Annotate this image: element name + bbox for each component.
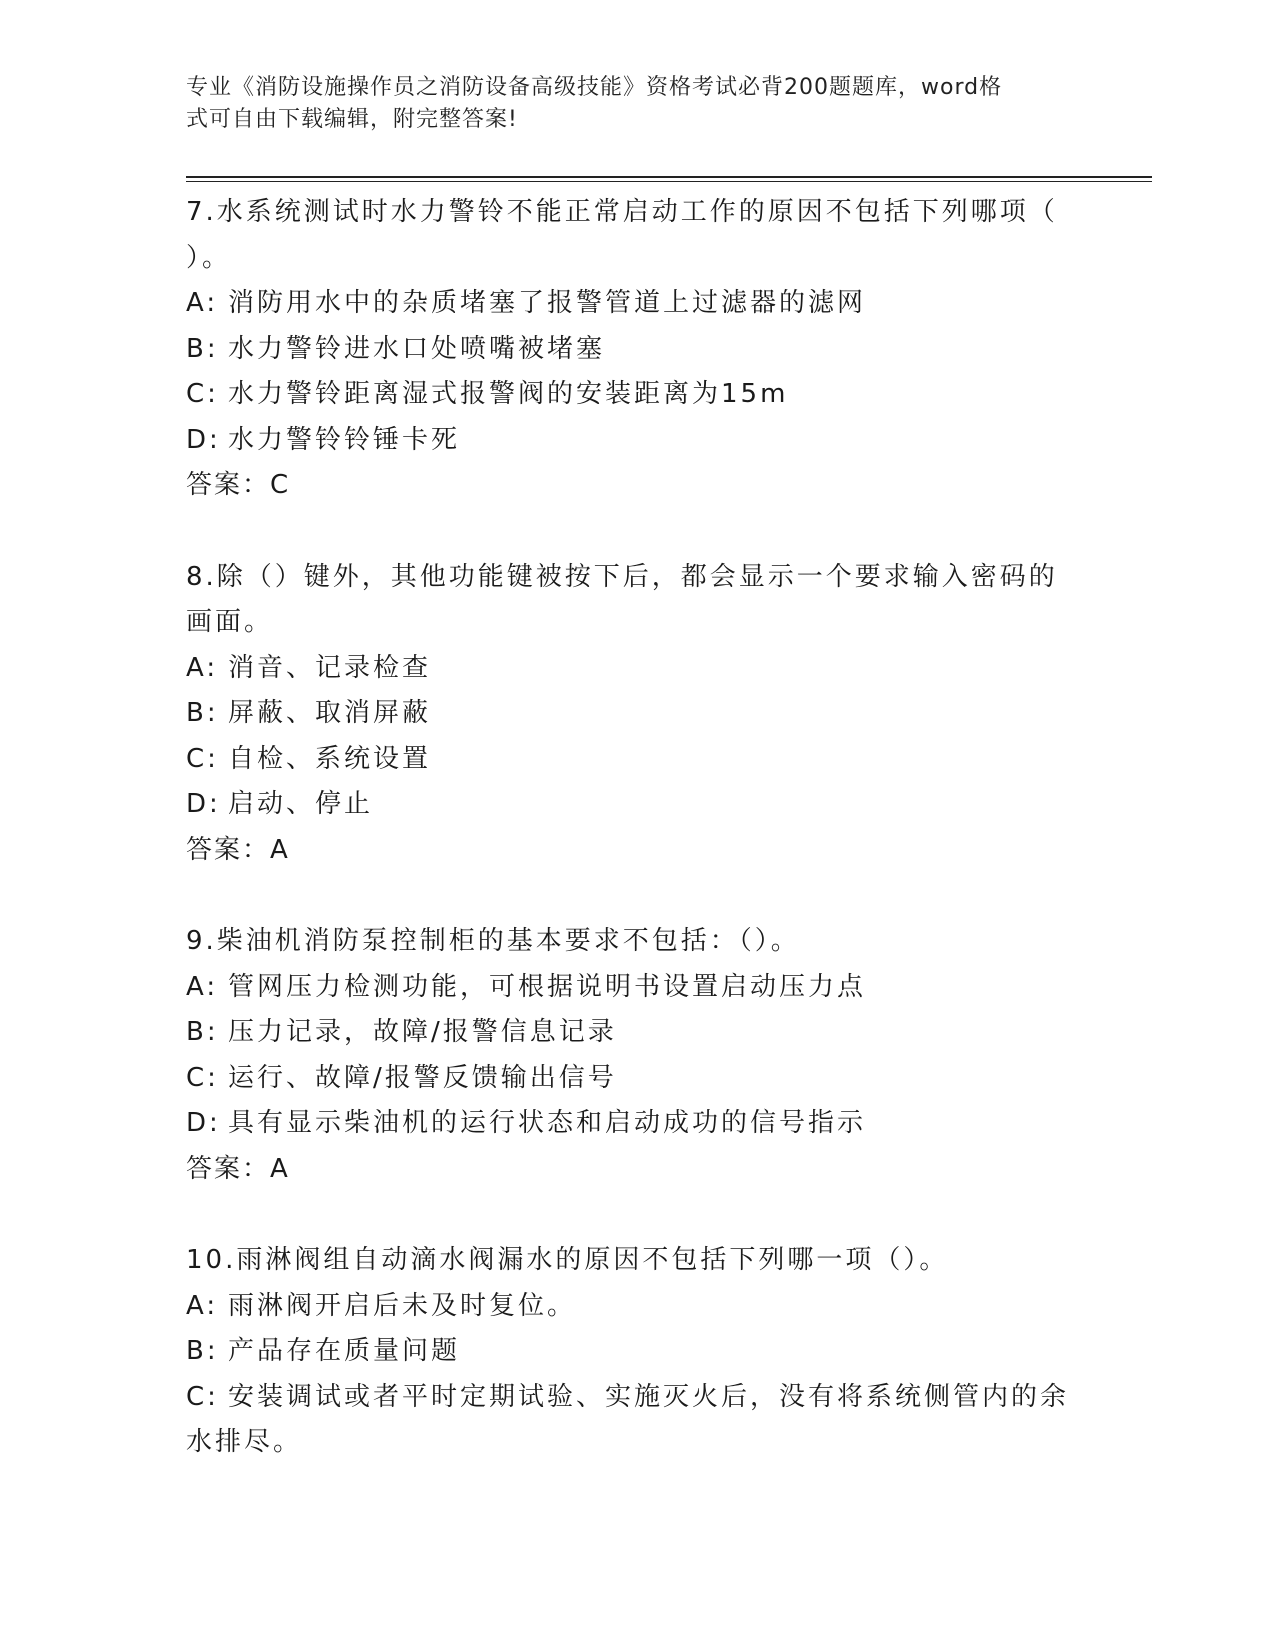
- question-text: 7.水系统测试时水力警铃不能正常启动工作的原因不包括下列哪项（: [186, 197, 1058, 227]
- question-text: 8.除（）键外，其他功能键被按下后，都会显示一个要求输入密码的: [186, 561, 1058, 592]
- question-10: [186, 1238, 1086, 1466]
- option-letter: B:: [186, 698, 219, 728]
- option-d: [186, 1101, 1086, 1147]
- option-letter: A:: [186, 1290, 219, 1321]
- question-8: [186, 555, 1086, 874]
- option-letter: A:: [186, 288, 219, 318]
- option-letter: C:: [186, 1381, 219, 1412]
- answer-text: 答案：C: [186, 470, 291, 500]
- option-text: 自检、系统设置: [228, 743, 432, 774]
- option-text: 管网压力检测功能，可根据说明书设置启动压力点: [228, 971, 867, 1002]
- option-c: [186, 1375, 1086, 1421]
- option-letter: B:: [186, 333, 219, 364]
- option-a: [186, 965, 1086, 1011]
- option-letter: D:: [186, 789, 221, 819]
- document-header: [186, 72, 1086, 136]
- option-text: 消防用水中的杂质堵塞了报警管道上过滤器的滤网: [228, 288, 867, 318]
- option-a: [186, 281, 1086, 327]
- option-letter: B:: [186, 1336, 219, 1366]
- option-letter: B:: [186, 1017, 219, 1047]
- header-divider-thick: [186, 176, 1152, 178]
- option-d: [186, 782, 1086, 828]
- option-a: [186, 1284, 1086, 1330]
- header-line-1: 专业《消防设施操作员之消防设备高级技能》资格考试必背200题题库，word格: [186, 75, 1003, 100]
- question-text: 9.柴油机消防泵控制柜的基本要求不包括：（）。: [186, 926, 800, 956]
- option-d: [186, 418, 1086, 464]
- question-text-cont: 画面。: [186, 607, 274, 637]
- option-text: 运行、故障/报警反馈输出信号: [228, 1062, 617, 1093]
- option-text: 水力警铃距离湿式报警阀的安装距离为15m: [228, 379, 789, 409]
- option-text: 安装调试或者平时定期试验、实施灭火后，没有将系统侧管内的余: [228, 1381, 1070, 1412]
- header-line-2: 式可自由下载编辑，附完整答案!: [186, 107, 518, 132]
- option-text-cont: 水排尽。: [186, 1427, 303, 1457]
- option-b: [186, 691, 1086, 737]
- option-c: [186, 737, 1086, 783]
- option-text: 消音、记录检查: [228, 652, 432, 683]
- option-letter: C:: [186, 743, 219, 774]
- option-text: 雨淋阀开启后未及时复位。: [228, 1290, 577, 1321]
- option-text: 具有显示柴油机的运行状态和启动成功的信号指示: [228, 1108, 867, 1138]
- option-c: [186, 1056, 1086, 1102]
- option-b: [186, 1329, 1086, 1375]
- answer-text: 答案：A: [186, 834, 290, 865]
- option-text: 产品存在质量问题: [228, 1336, 461, 1366]
- answer-text: 答案：A: [186, 1153, 290, 1184]
- option-text: 压力记录，故障/报警信息记录: [228, 1017, 617, 1047]
- option-letter: D:: [186, 424, 221, 455]
- option-text: 水力警铃进水口处喷嘴被堵塞: [228, 333, 606, 364]
- header-divider-thin: [186, 181, 1152, 182]
- questions-list: [186, 190, 1086, 1512]
- option-letter: C:: [186, 379, 219, 409]
- option-text: 水力警铃铃锤卡死: [228, 424, 461, 455]
- option-letter: D:: [186, 1108, 221, 1138]
- option-c: [186, 372, 1086, 418]
- question-text-cont: ）。: [186, 242, 232, 273]
- option-text: 屏蔽、取消屏蔽: [228, 698, 432, 728]
- option-text: 启动、停止: [228, 789, 374, 819]
- option-a: [186, 646, 1086, 692]
- option-c-cont: [186, 1420, 1086, 1466]
- question-text: 10.雨淋阀组自动滴水阀漏水的原因不包括下列哪一项（）。: [186, 1245, 949, 1275]
- option-b: [186, 1010, 1086, 1056]
- option-letter: A:: [186, 652, 219, 683]
- option-letter: A:: [186, 971, 219, 1002]
- option-letter: C:: [186, 1062, 219, 1093]
- question-9: [186, 919, 1086, 1192]
- option-b: [186, 327, 1086, 373]
- question-7: [186, 190, 1086, 509]
